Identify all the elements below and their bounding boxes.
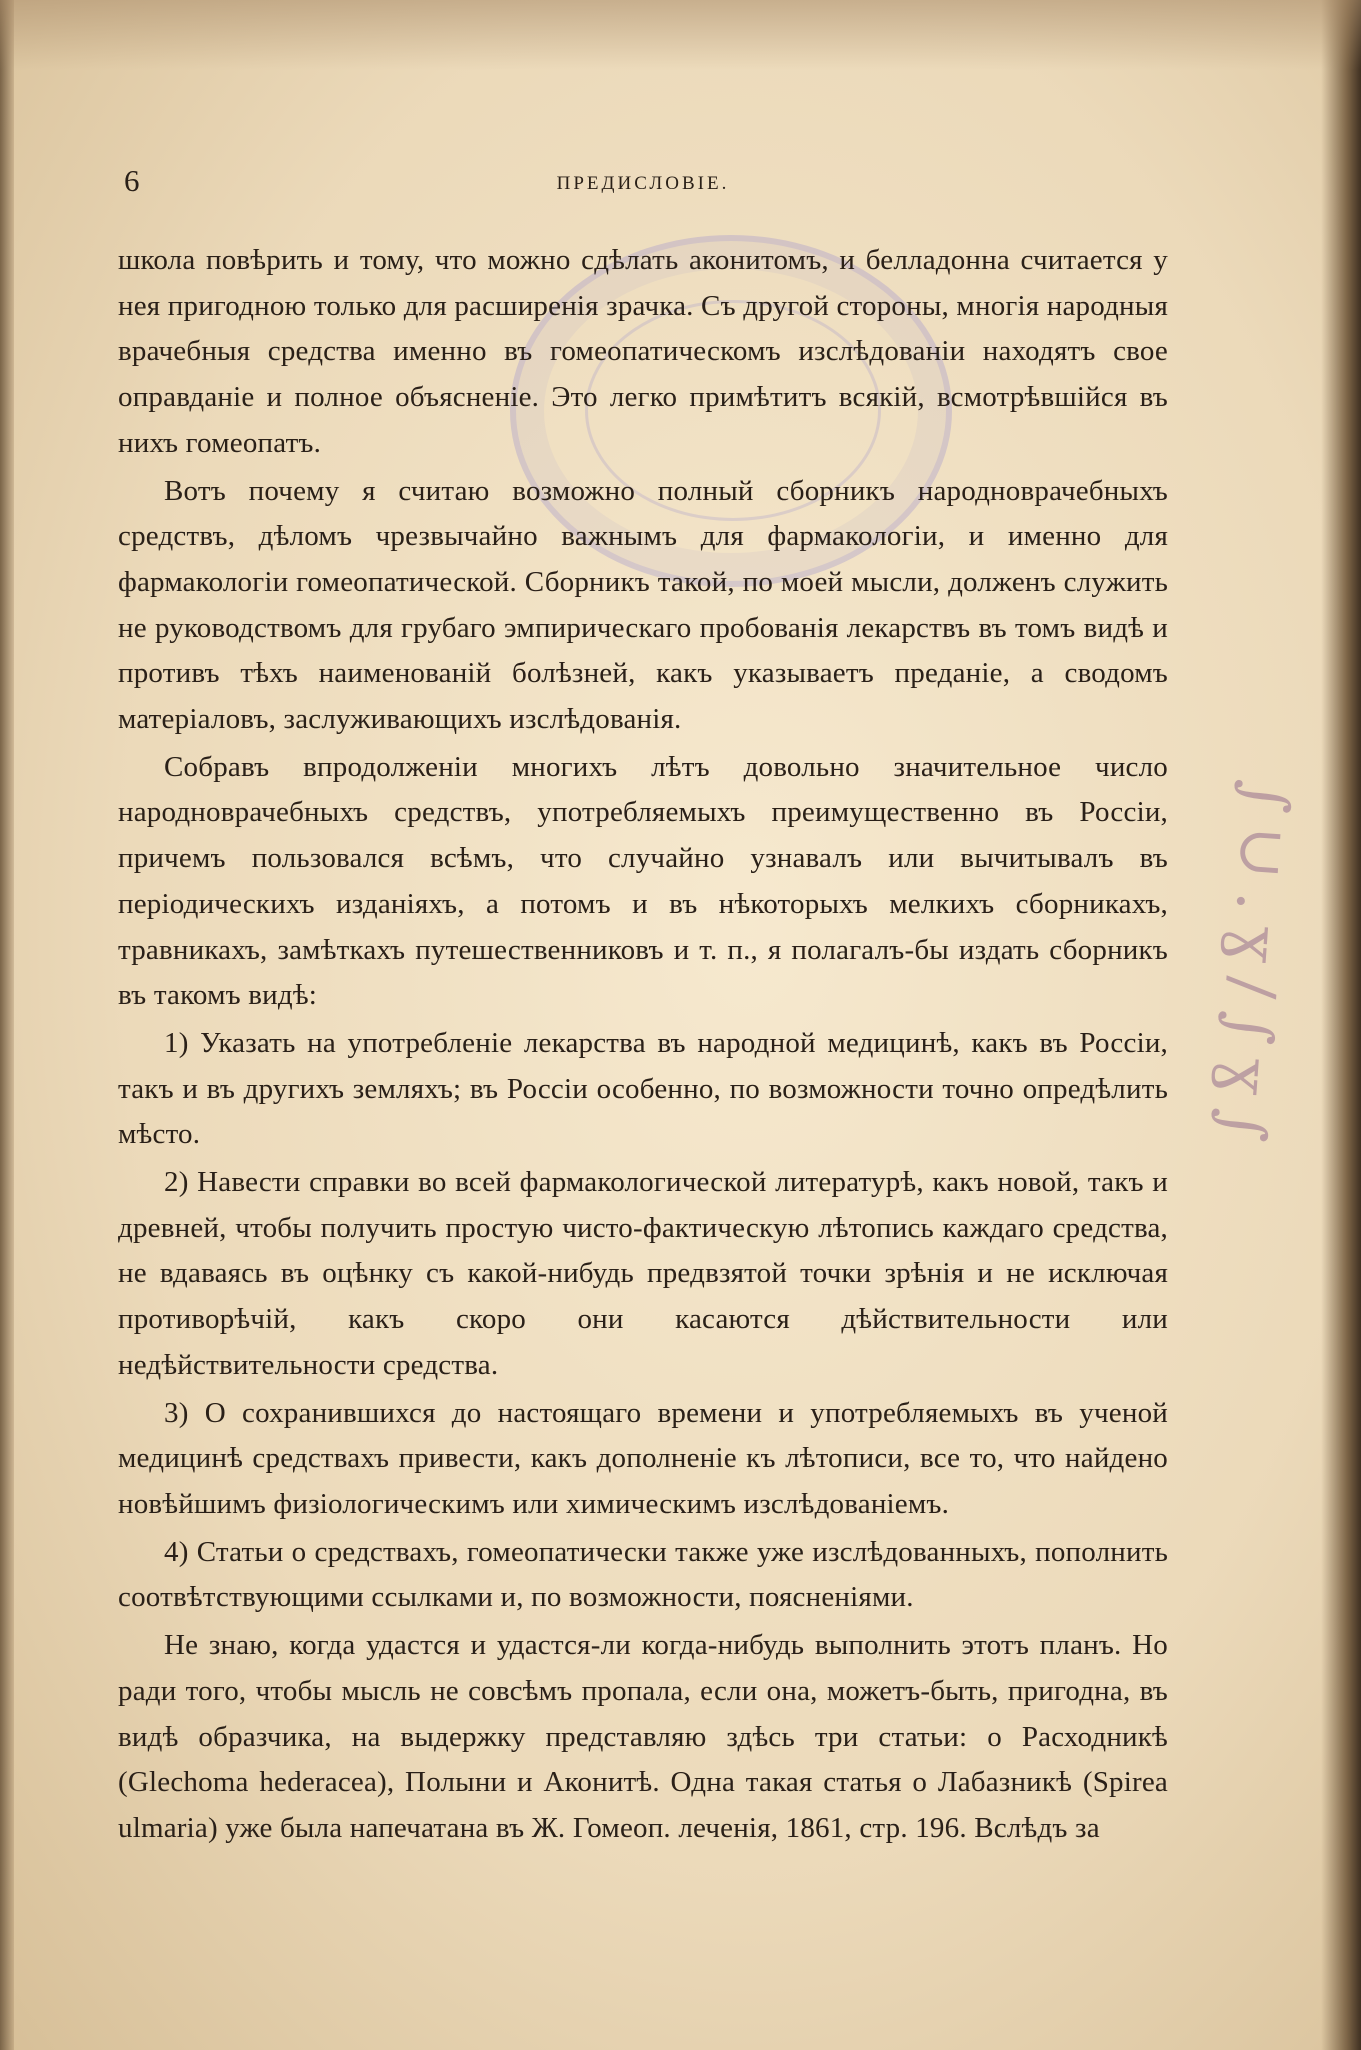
body-text — [118, 238, 1168, 1854]
page-left-edge — [0, 0, 14, 2050]
handwritten-margin-note: ∫∪.ɣ∕∫ɣ∫ — [1204, 777, 1305, 1158]
page-right-edge — [1321, 0, 1361, 2050]
list-item: 4) Статьи о средствахъ, гомеопатически также уже изслѣдованныхъ, пополнить соотвѣтствующими ссылками и, по возможности, поясненіями. — [118, 1535, 1168, 1614]
paragraph: Вотъ почему я считаю возможно полный сборникъ народноврачебныхъ средствъ, дѣломъ чрезвычайно важнымъ для фармакологіи, и именно для фармакологіи гомеопатической. Сборникъ такой, по моей мысли, долженъ служить не руководствомъ для грубаго эмпирическаго пробованія лекарствъ въ томъ видѣ и противъ тѣхъ наименованій болѣзней, какъ указываетъ преданіе, а сводомъ матеріаловъ, заслуживающихъ изслѣдованія. — [118, 474, 1168, 736]
list-item: 2) Навести справки во всей фармакологической литературѣ, какъ новой, такъ и древней, чтобы получить простую чисто-фактическую лѣтопись каждаго средства, не вдаваясь въ оцѣнку съ какой-нибудь предвзятой точки зрѣнія и не исключая противорѣчій, какъ скоро они касаются дѣйствительности или недѣйствительности средства. — [118, 1166, 1168, 1381]
paragraph: школа повѣрить и тому, что можно сдѣлать аконитомъ, и белладонна считается у нея пригодною только для расширенія зрачка. Съ другой стороны, многія народныя врачебныя средства именно въ гомеопатическомъ изслѣдованіи находятъ свое оправданіе и полное объясненіе. Это легко примѣтитъ всякій, всмотрѣвшійся въ нихъ гомеопатъ. — [118, 244, 1168, 459]
page-top-shadow — [0, 0, 1361, 70]
running-title: ПРЕДИСЛОВІЕ. — [556, 173, 730, 194]
paragraph: Не знаю, когда удастся и удастся-ли когда-нибудь выполнить этотъ планъ. Но ради того, чтобы мысль не совсѣмъ пропала, если она, можетъ-быть, пригодна, въ видѣ образчика, на выдержку представляю здѣсь три статьи: о Расходникѣ (Glechoma hederacea), Полыни и Аконитѣ. Одна такая статья о Лабазникѣ (Spirea ulmaria) уже была напечатана въ Ж. Гомеоп. леченія, 1861, стр. 196. Вслѣдъ за — [118, 1629, 1168, 1844]
page-header — [118, 163, 1168, 203]
paragraph: Собравъ впродолженіи многихъ лѣтъ довольно значительное число народноврачебныхъ средствъ, употребляемыхъ преимущественно въ Россіи, причемъ пользовался всѣмъ, что случайно узнавалъ или вычитывалъ въ періодическихъ изданіяхъ, а потомъ и въ нѣкоторыхъ мелкихъ сборникахъ, травникахъ, замѣткахъ путешественниковъ и т. п., я полагалъ-бы издать сборникъ въ такомъ видѣ: — [118, 750, 1168, 1012]
list-item: 3) О сохранившихся до настоящаго времени и употребляемыхъ въ ученой медицинѣ средствахъ привести, какъ дополненіе къ лѣтописи, все то, что найдено новѣйшимъ физіологическимъ или химическимъ изслѣдованіемъ. — [118, 1396, 1168, 1520]
page-number: 6 — [124, 163, 140, 198]
list-item: 1) Указать на употребленіе лекарства въ народной медицинѣ, какъ въ Россіи, такъ и въ другихъ земляхъ; въ Россіи особенно, по возможности точно опредѣлить мѣсто. — [118, 1026, 1168, 1151]
